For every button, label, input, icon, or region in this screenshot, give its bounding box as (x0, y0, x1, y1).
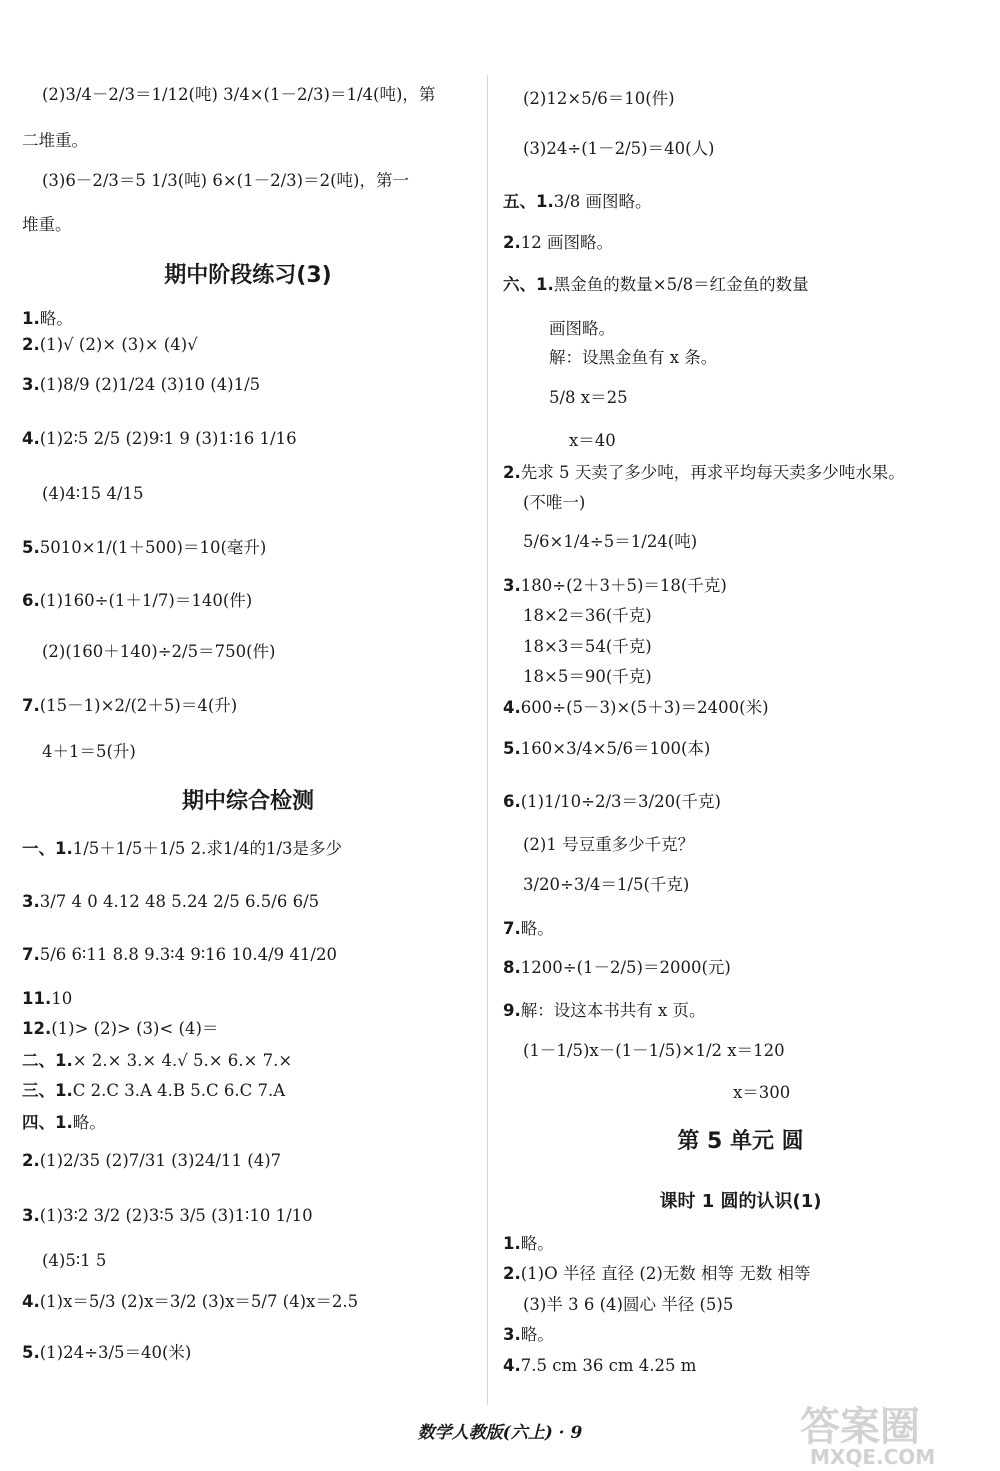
item-number: 11. (22, 989, 52, 1008)
section-heading: 第 5 单元 圆 (677, 1129, 804, 1154)
footer-text: 数学人教版(六上) · 9 (417, 1423, 583, 1443)
item-number: 3. (22, 375, 40, 394)
answer-line (22, 430, 297, 448)
answer-line (42, 485, 143, 503)
answer-line (22, 946, 337, 964)
item-number: 1. (503, 1234, 521, 1253)
answer-text: (1)> (2)> (3)< (4)＝ (51, 1019, 219, 1038)
answer-text: x＝300 (733, 1083, 791, 1102)
item-number: 3. (503, 576, 521, 595)
answer-line (503, 234, 613, 252)
answer-text: 18×2＝36(千克) (523, 606, 652, 625)
answer-text: 4＋1＝5(升) (42, 742, 136, 761)
answer-text: × 2.× 3.× 4.√ 5.× 6.× 7.× (72, 1051, 293, 1070)
answer-line (22, 310, 73, 328)
answer-text: (3)半 3 6 (4)圆心 半径 (5)5 (523, 1295, 734, 1314)
answer-line (549, 320, 615, 338)
answer-text: 12 画图略。 (520, 233, 613, 252)
item-number: 5. (22, 538, 40, 557)
watermark-text: 答案圈 (800, 1404, 920, 1450)
answer-line (22, 1293, 358, 1311)
answer-text: 画图略。 (549, 319, 615, 338)
answer-text: 3/20÷3/4＝1/5(千克) (523, 875, 690, 894)
answer-text: 160×3/4×5/6＝100(本) (520, 739, 711, 758)
item-number: 2. (503, 233, 521, 252)
answer-line (22, 336, 198, 354)
item-number: 12. (22, 1019, 52, 1038)
answer-line (22, 132, 88, 150)
answer-line (42, 86, 435, 104)
answer-line (503, 1235, 554, 1253)
item-number: 2. (503, 463, 521, 482)
item-number: 8. (503, 958, 521, 977)
answer-text: (1)3∶2 3/2 (2)3∶5 3/5 (3)1∶10 1/10 (39, 1206, 313, 1225)
item-number: 4. (22, 429, 40, 448)
answer-line (523, 1296, 733, 1314)
answer-text: 解：设黑金鱼有 x 条。 (549, 348, 718, 367)
item-number: 5. (22, 1343, 40, 1362)
answer-text: (1)8/9 (2)1/24 (3)10 (4)1/5 (39, 375, 261, 394)
answer-text: 18×5＝90(千克) (523, 667, 652, 686)
answer-line (523, 494, 585, 512)
answer-line (22, 539, 266, 557)
answer-line (523, 836, 694, 854)
answer-line (549, 349, 717, 367)
answer-line (503, 959, 731, 977)
answer-text: (1)2/35 (2)7/31 (3)24/11 (4)7 (39, 1151, 282, 1170)
answer-text: 二堆重。 (22, 131, 88, 150)
answer-line (22, 1052, 292, 1070)
answer-line (22, 216, 72, 234)
answer-line (22, 1207, 313, 1225)
answer-line (503, 276, 809, 294)
answer-line (523, 140, 715, 158)
answer-text: 7.5 cm 36 cm 4.25 m (520, 1356, 697, 1375)
answer-text: (不唯一) (523, 493, 586, 512)
item-number: 3. (22, 1206, 40, 1225)
answer-text: 3/8 画图略。 (553, 192, 652, 211)
answer-text: (2)(160＋140)÷2/5＝750(件) (42, 642, 276, 661)
answer-text: 略。 (520, 919, 554, 938)
answer-text: x＝40 (569, 431, 616, 450)
answer-line (523, 607, 652, 625)
item-number: 3. (503, 1325, 521, 1344)
answer-text: 1200÷(1－2/5)＝2000(元) (520, 958, 731, 977)
item-number: 2. (503, 1264, 521, 1283)
answer-text: (1)O 半径 直径 (2)无数 相等 无数 相等 (520, 1264, 811, 1283)
answer-line (503, 464, 905, 482)
answer-line (22, 1152, 281, 1170)
answer-text: 略。 (520, 1325, 554, 1344)
answer-text: 1/5＋1/5＋1/5 2.求1/4的1/3是多少 (72, 839, 343, 858)
answer-line (503, 1265, 811, 1283)
watermark-url-text: MXQE.COM (810, 1445, 936, 1469)
answer-text: 解：设这本书共有 x 页。 (520, 1001, 706, 1020)
answer-text: (15－1)×2/(2＋5)＝4(升) (39, 696, 238, 715)
answer-line (523, 533, 697, 551)
answer-line (549, 389, 628, 407)
item-number: 1. (22, 309, 40, 328)
answer-text: 黑金鱼的数量×5/8＝红金鱼的数量 (553, 275, 809, 294)
answer-line (22, 840, 342, 858)
item-number: 7. (503, 919, 521, 938)
watermark-logo (800, 1395, 920, 1452)
answer-text: 5/8 x＝25 (549, 388, 628, 407)
item-number: 3. (22, 892, 40, 911)
item-number: 6. (503, 792, 521, 811)
section-heading: 期中综合检测 (181, 789, 314, 814)
answer-text: 18×3＝54(千克) (523, 637, 652, 656)
answer-line (22, 697, 237, 715)
answer-text: 3/7 4 0 4.12 48 5.24 2/5 6.5/6 6/5 (39, 892, 320, 911)
answer-text: (1－1/5)x－(1－1/5)×1/2 x＝120 (523, 1041, 785, 1060)
answer-line (22, 1020, 218, 1038)
answer-line (22, 1344, 191, 1362)
item-number: 五、1. (503, 192, 554, 211)
answer-text: 180÷(2＋3＋5)＝18(千克) (520, 576, 727, 595)
answer-text: (4)4∶15 4/15 (42, 484, 144, 503)
answer-text: 略。 (520, 1234, 554, 1253)
item-number: 5. (503, 739, 521, 758)
answer-line (523, 1042, 785, 1060)
answer-text: (2)12×5/6＝10(件) (523, 89, 675, 108)
item-number: 六、1. (503, 275, 554, 294)
answer-line (22, 1114, 106, 1132)
answer-text: (1)160÷(1＋1/7)＝140(件) (39, 591, 253, 610)
answer-line (503, 577, 727, 595)
answer-text: 略。 (39, 309, 73, 328)
answer-line (503, 793, 721, 811)
answer-text: (2)1 号豆重多少千克？ (523, 835, 695, 854)
item-number: 2. (22, 1151, 40, 1170)
answer-line (22, 990, 72, 1008)
answer-text: 先求 5 天卖了多少吨，再求平均每天卖多少吨水果。 (520, 463, 905, 482)
answer-line (523, 876, 689, 894)
answer-text: 5/6×1/4÷5＝1/24(吨) (523, 532, 698, 551)
answer-line (42, 643, 275, 661)
answer-line (503, 920, 554, 938)
answer-text: C 2.C 3.A 4.B 5.C 6.C 7.A (72, 1081, 286, 1100)
answer-line (22, 376, 260, 394)
item-number: 7. (22, 945, 40, 964)
answer-text: (1)24÷3/5＝40(米) (39, 1343, 192, 1362)
item-number: 4. (503, 1356, 521, 1375)
answer-line (523, 668, 652, 686)
answer-line (569, 432, 616, 450)
section-heading: 课时 1 圆的认识(1) (659, 1191, 822, 1212)
answer-text: 堆重。 (22, 215, 72, 234)
answer-line (22, 1082, 285, 1100)
answer-text: 5/6 6∶11 8.8 9.3∶4 9∶16 10.4/9 41/20 (39, 945, 337, 964)
answer-text: 略。 (72, 1113, 106, 1132)
answer-text: 5010×1/(1＋500)＝10(毫升) (39, 538, 267, 557)
answer-text: (3)24÷(1－2/5)＝40(人) (523, 139, 715, 158)
answer-text: (1)x＝5/3 (2)x＝3/2 (3)x＝5/7 (4)x＝2.5 (39, 1292, 359, 1311)
answer-text: 10 (51, 989, 73, 1008)
answer-line (503, 1002, 706, 1020)
item-number: 7. (22, 696, 40, 715)
answer-text: (1)2∶5 2/5 (2)9∶1 9 (3)1∶16 1/16 (39, 429, 297, 448)
item-number: 一、1. (22, 839, 73, 858)
answer-text: (2)3/4－2/3＝1/12(吨) 3/4×(1－2/3)＝1/4(吨)，第 (42, 85, 436, 104)
answer-line (42, 743, 136, 761)
item-number: 4. (503, 698, 521, 717)
answer-text: (1)√ (2)× (3)× (4)√ (39, 335, 198, 354)
watermark-url (810, 1445, 935, 1469)
answer-line (503, 1357, 696, 1375)
answer-line (22, 893, 319, 911)
item-number: 四、1. (22, 1113, 73, 1132)
answer-text: (3)6－2/3＝5 1/3(吨) 6×(1－2/3)＝2(吨)，第一 (42, 171, 409, 190)
answer-line (503, 699, 769, 717)
answer-line (503, 193, 652, 211)
item-number: 二、1. (22, 1051, 73, 1070)
item-number: 9. (503, 1001, 521, 1020)
column-divider (487, 75, 488, 1405)
item-number: 三、1. (22, 1081, 73, 1100)
answer-line (503, 740, 710, 758)
answer-line (523, 90, 675, 108)
answer-line (22, 592, 252, 610)
answer-line (42, 1252, 106, 1270)
answer-line (733, 1084, 790, 1102)
section-heading: 期中阶段练习(3) (164, 263, 332, 288)
item-number: 4. (22, 1292, 40, 1311)
answer-line (503, 1326, 554, 1344)
answer-text: 600÷(5－3)×(5＋3)＝2400(米) (520, 698, 769, 717)
answer-text: (1)1/10÷2/3＝3/20(千克) (520, 792, 721, 811)
item-number: 2. (22, 335, 40, 354)
answer-text: (4)5∶1 5 (42, 1251, 107, 1270)
answer-line (42, 172, 409, 190)
item-number: 6. (22, 591, 40, 610)
answer-line (523, 638, 652, 656)
